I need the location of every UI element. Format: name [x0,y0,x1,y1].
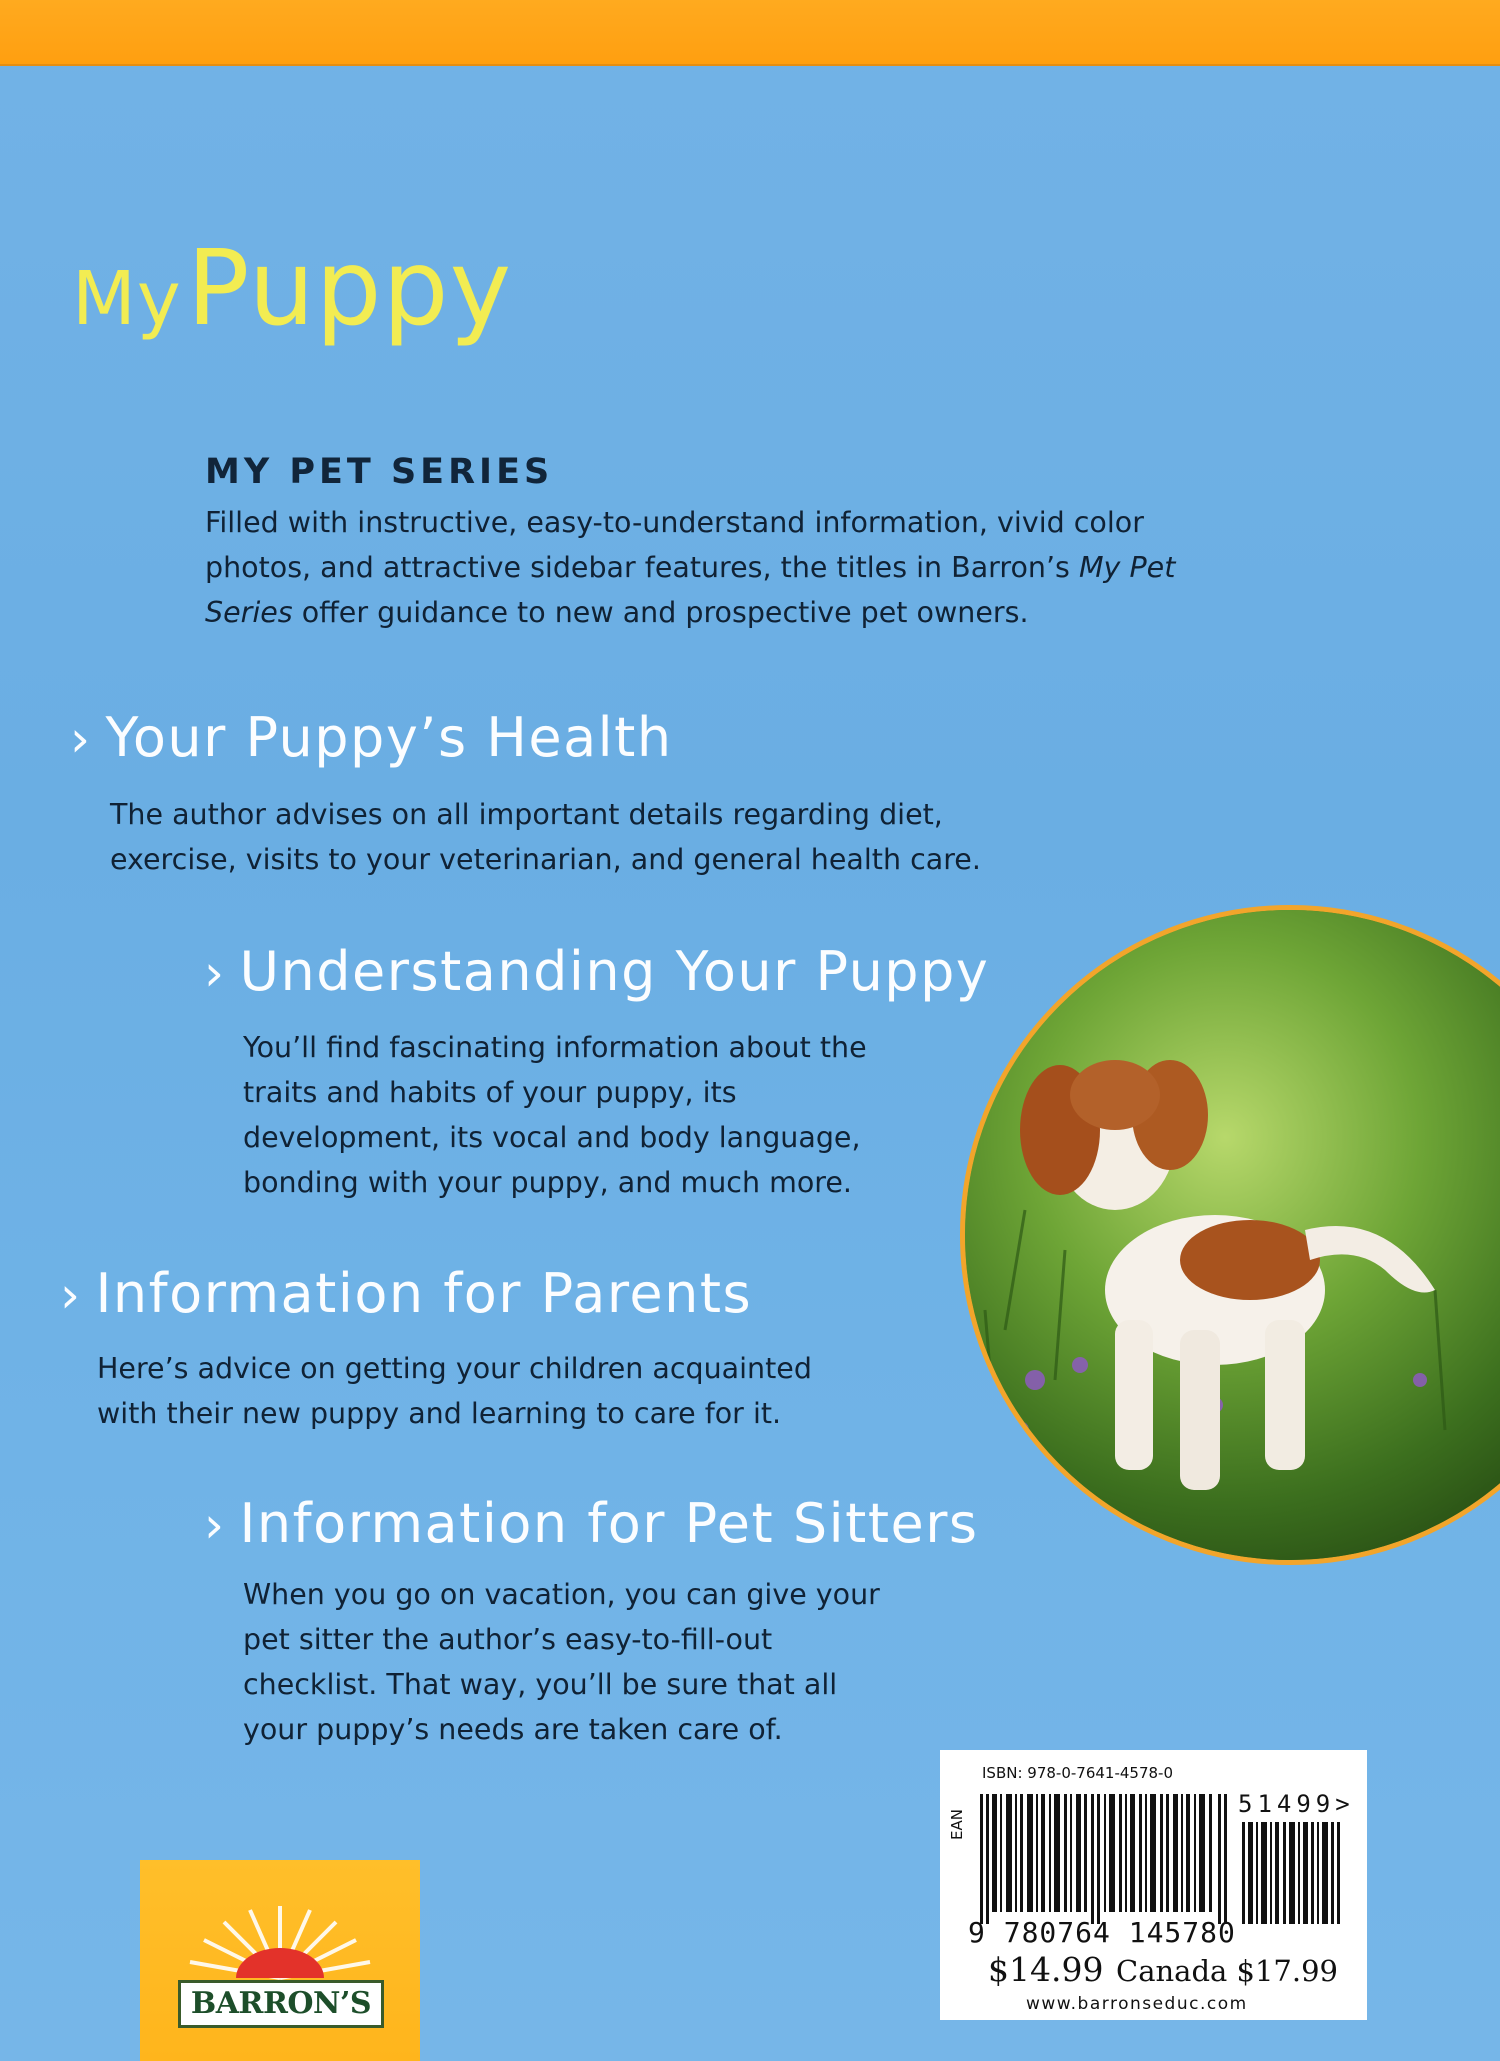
barrons-logo-text: BARRON’S [178,1980,384,2028]
series-label: MY PET SERIES [205,452,554,492]
top-orange-band [0,0,1500,66]
section-title-text: Information for Pet Sitters [239,1492,979,1555]
isbn-text: ISBN: 978-0-7641-4578-0 [982,1764,1173,1782]
section-text-parents: Here’s advice on getting your children acquainted with their new puppy and learning to care for it. [97,1352,812,1430]
chevron-right-icon: › [204,944,226,1002]
puppy-illustration [965,910,1500,1560]
section-text-health: The author advises on all important details regarding diet, exercise, visits to your veterinarian, and general health care. [110,798,981,876]
section-text-understanding: You’ll find fascinating information about the traits and habits of your puppy, its development, its vocal and body language, bonding with your puppy, and much more. [243,1031,867,1199]
series-text-start: Filled with instructive, easy-to-understand information, vivid color photos, and attractive sidebar features, the titles in Barron’s [205,506,1144,584]
chevron-right-icon: › [204,1496,226,1554]
chevron-right-icon: › [70,710,92,768]
price-addon-barcode [1242,1822,1342,1924]
ean-label: EAN [948,1809,966,1840]
series-text-end: offer guidance to new and prospective pet owners. [292,596,1029,629]
price-us: $14.99 [988,1950,1104,1989]
section-title-pet-sitters [204,1492,979,1555]
title-prefix: My [72,256,182,342]
section-title-understanding [204,940,989,1003]
publisher-logo [140,1860,420,2061]
chevron-right-icon: › [60,1266,82,1324]
puppy-photo [960,905,1500,1565]
section-text-pet-sitters: When you go on vacation, you can give your pet sitter the author’s easy-to-fill-out checklist. That way, you’ll be sure that all your puppy’s needs are taken care of. [243,1578,880,1746]
price-canada: Canada $17.99 [1116,1954,1338,1988]
section-title-text: Understanding Your Puppy [239,940,990,1003]
sunburst-icon [140,1860,420,1990]
book-title [72,227,513,349]
section-title-text: Information for Parents [95,1262,753,1325]
ean-barcode [980,1794,1230,1924]
publisher-url: www.barronseduc.com [1026,1994,1248,2014]
barcode-digits: 9 780764 145780 [968,1916,1236,1949]
series-description [205,500,1255,635]
series-name-italic: My Pet Series [205,551,1176,629]
barcode-label [940,1750,1367,2020]
addon-digits: 51499> [1238,1790,1355,1818]
section-title-text: Your Puppy’s Health [105,706,673,769]
section-title-parents [60,1262,752,1325]
section-title-health [70,706,673,769]
title-main: Puppy [186,227,513,349]
